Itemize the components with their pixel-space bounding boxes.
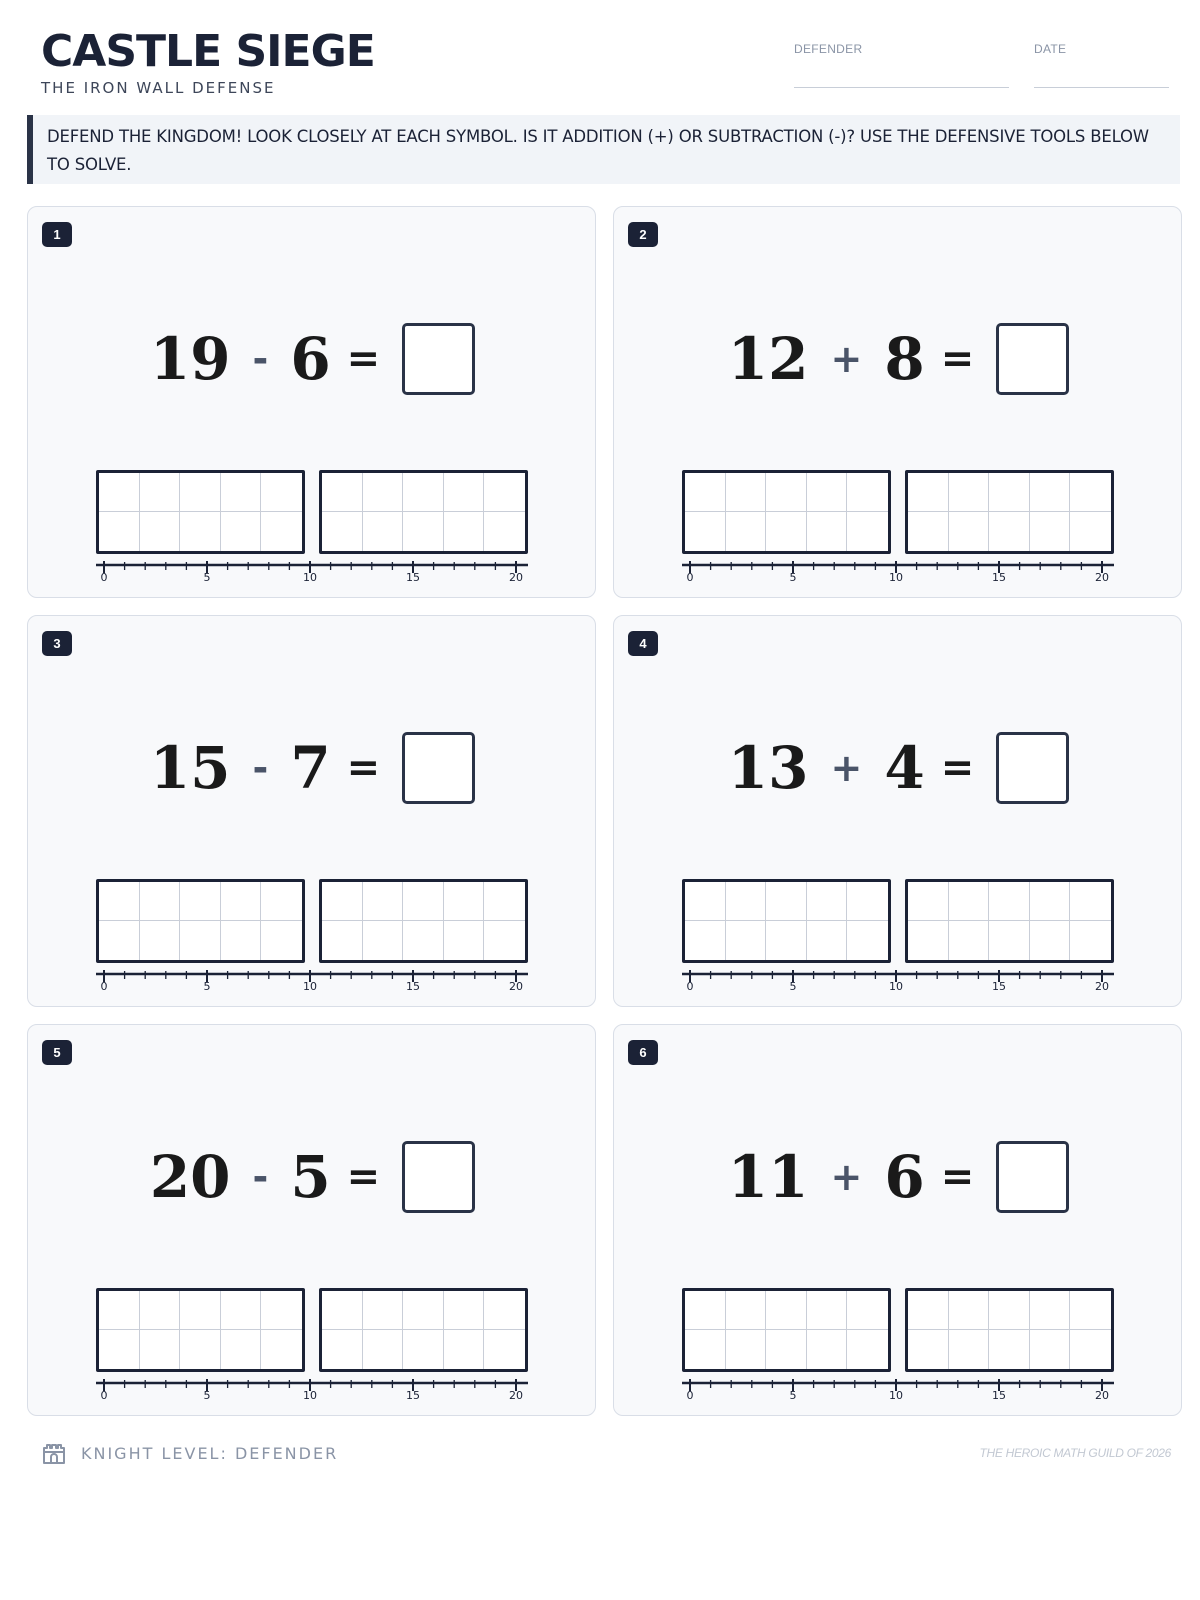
ten-frame-cell[interactable] <box>685 882 726 921</box>
ten-frame-cell[interactable] <box>807 921 848 960</box>
equation <box>28 319 597 399</box>
ten-frame-cell[interactable] <box>444 882 485 921</box>
ten-frame-cell[interactable] <box>908 921 949 960</box>
equals-sign: = <box>346 1154 381 1200</box>
ten-frame-cell[interactable] <box>726 512 767 551</box>
ten-frame-cell[interactable] <box>180 882 221 921</box>
ten-frame-cell[interactable] <box>989 921 1030 960</box>
ten-frame-cell[interactable] <box>949 1330 990 1369</box>
number-line-label: 20 <box>1095 980 1109 993</box>
knight-level-text: KNIGHT LEVEL: DEFENDER <box>81 1444 339 1463</box>
operator-symbol: - <box>252 337 269 381</box>
ten-frame-cell[interactable] <box>949 882 990 921</box>
ten-frame-cell[interactable] <box>1070 921 1111 960</box>
second-operand: 6 <box>290 325 331 393</box>
operator-symbol: + <box>830 337 863 381</box>
ten-frame <box>319 1288 528 1372</box>
ten-frame-cell[interactable] <box>322 1330 363 1369</box>
ten-frame-cell[interactable] <box>949 921 990 960</box>
number-line-label: 20 <box>1095 1389 1109 1402</box>
ten-frame-cell[interactable] <box>908 512 949 551</box>
ten-frames <box>96 1288 528 1372</box>
ten-frame-cell[interactable] <box>140 1330 181 1369</box>
ten-frame-cell[interactable] <box>140 882 181 921</box>
worksheet-header <box>41 26 1171 96</box>
number-line <box>94 970 530 996</box>
ten-frame-cell[interactable] <box>99 512 140 551</box>
second-operand: 8 <box>884 325 925 393</box>
number-line-label: 15 <box>992 1389 1006 1402</box>
ten-frame <box>905 470 1114 554</box>
ten-frame <box>682 1288 891 1372</box>
problem-number-badge: 1 <box>42 222 72 247</box>
ten-frame-cell[interactable] <box>261 882 302 921</box>
equals-sign: = <box>940 336 975 382</box>
ten-frame-cell[interactable] <box>484 1291 525 1330</box>
number-line-label: 10 <box>303 1389 317 1402</box>
second-operand: 6 <box>884 1143 925 1211</box>
number-line-label: 20 <box>1095 571 1109 584</box>
ten-frame-cell[interactable] <box>180 1330 221 1369</box>
number-line <box>680 561 1116 587</box>
equation <box>28 728 597 808</box>
ten-frame <box>682 470 891 554</box>
ten-frame-cell[interactable] <box>363 473 404 512</box>
ten-frame-cell[interactable] <box>444 512 485 551</box>
equals-sign: = <box>346 745 381 791</box>
ten-frame-cell[interactable] <box>221 882 262 921</box>
ten-frame-cell[interactable] <box>726 473 767 512</box>
worksheet-footer <box>41 1440 1171 1468</box>
problem-number-badge: 4 <box>628 631 658 656</box>
number-line-label: 0 <box>100 1389 108 1402</box>
number-line <box>94 561 530 587</box>
ten-frame-cell[interactable] <box>484 882 525 921</box>
number-line-label: 10 <box>889 571 903 584</box>
ten-frame-cell[interactable] <box>989 473 1030 512</box>
ten-frame-cell[interactable] <box>807 1330 848 1369</box>
ten-frame-cell[interactable] <box>363 1291 404 1330</box>
ten-frame-cell[interactable] <box>989 1291 1030 1330</box>
problem-card <box>613 206 1182 598</box>
ten-frame-cell[interactable] <box>949 1291 990 1330</box>
ten-frame-cell[interactable] <box>807 1291 848 1330</box>
number-line-label: 5 <box>789 980 797 993</box>
ten-frame-cell[interactable] <box>261 921 302 960</box>
number-line-label: 15 <box>406 571 420 584</box>
defender-label: DEFENDER <box>794 42 863 56</box>
worksheet-subtitle: THE IRON WALL DEFENSE <box>41 79 276 97</box>
ten-frame-cell[interactable] <box>140 921 181 960</box>
ten-frames <box>96 470 528 554</box>
ten-frame-cell[interactable] <box>949 473 990 512</box>
number-line-label: 10 <box>889 1389 903 1402</box>
number-line-label: 10 <box>303 980 317 993</box>
ten-frame-cell[interactable] <box>1070 512 1111 551</box>
answer-box[interactable] <box>402 732 475 804</box>
first-operand: 19 <box>149 325 231 393</box>
second-operand: 7 <box>290 734 331 802</box>
equals-sign: = <box>346 336 381 382</box>
operator-symbol: - <box>252 1155 269 1199</box>
first-operand: 15 <box>149 734 231 802</box>
ten-frame-cell[interactable] <box>99 921 140 960</box>
equation <box>614 728 1183 808</box>
ten-frame-cell[interactable] <box>1030 1330 1071 1369</box>
ten-frame-cell[interactable] <box>261 1330 302 1369</box>
ten-frame-cell[interactable] <box>444 1330 485 1369</box>
problem-card <box>27 615 596 1007</box>
ten-frame-cell[interactable] <box>1030 882 1071 921</box>
number-line-label: 10 <box>889 980 903 993</box>
number-line-label: 20 <box>509 980 523 993</box>
ten-frame-cell[interactable] <box>726 921 767 960</box>
ten-frame-cell[interactable] <box>1030 512 1071 551</box>
ten-frame-cell[interactable] <box>847 921 888 960</box>
problem-number-badge: 3 <box>42 631 72 656</box>
ten-frame-cell[interactable] <box>908 1330 949 1369</box>
ten-frame-cell[interactable] <box>444 473 485 512</box>
ten-frame-cell[interactable] <box>180 512 221 551</box>
number-line-label: 15 <box>992 980 1006 993</box>
ten-frame-cell[interactable] <box>363 882 404 921</box>
ten-frame-cell[interactable] <box>322 473 363 512</box>
ten-frame-cell[interactable] <box>726 882 767 921</box>
problem-card <box>27 206 596 598</box>
footer-credit: THE HEROIC MATH GUILD OF 2026 <box>979 1446 1171 1460</box>
ten-frame <box>319 470 528 554</box>
ten-frame-cell[interactable] <box>766 1291 807 1330</box>
ten-frame-cell[interactable] <box>847 473 888 512</box>
ten-frame-cell[interactable] <box>685 1330 726 1369</box>
ten-frame-cell[interactable] <box>766 1330 807 1369</box>
ten-frame-cell[interactable] <box>989 882 1030 921</box>
ten-frame-cell[interactable] <box>180 473 221 512</box>
problem-card <box>613 1024 1182 1416</box>
ten-frame-cell[interactable] <box>484 921 525 960</box>
ten-frame-cell[interactable] <box>726 1330 767 1369</box>
first-operand: 11 <box>727 1143 809 1211</box>
number-line-label: 20 <box>509 571 523 584</box>
date-field[interactable] <box>1034 42 1169 88</box>
number-line-label: 15 <box>992 571 1006 584</box>
equation <box>28 1137 597 1217</box>
number-line <box>680 970 1116 996</box>
ten-frame-cell[interactable] <box>322 882 363 921</box>
instructions-banner: DEFEND THE KINGDOM! LOOK CLOSELY AT EACH SYMBOL. IS IT ADDITION (+) OR SUBTRACTION (-)? USE THE DEFENSIVE TOOLS BELOW TO SOLVE. <box>27 115 1180 184</box>
castle-icon <box>41 1440 67 1466</box>
ten-frame-cell[interactable] <box>221 512 262 551</box>
ten-frame-cell[interactable] <box>685 473 726 512</box>
ten-frame-cell[interactable] <box>180 1291 221 1330</box>
number-line-label: 0 <box>100 571 108 584</box>
number-line-label: 15 <box>406 980 420 993</box>
number-line-label: 5 <box>203 1389 211 1402</box>
number-line-label: 15 <box>406 1389 420 1402</box>
equals-sign: = <box>940 745 975 791</box>
ten-frame-cell[interactable] <box>685 921 726 960</box>
first-operand: 13 <box>727 734 809 802</box>
ten-frame-cell[interactable] <box>1070 882 1111 921</box>
equation <box>614 319 1183 399</box>
problem-number-badge: 2 <box>628 222 658 247</box>
ten-frame-cell[interactable] <box>949 512 990 551</box>
ten-frame-cell[interactable] <box>484 512 525 551</box>
ten-frame-cell[interactable] <box>989 1330 1030 1369</box>
equation <box>614 1137 1183 1217</box>
first-operand: 20 <box>149 1143 231 1211</box>
ten-frames <box>682 470 1114 554</box>
ten-frame-cell[interactable] <box>847 1330 888 1369</box>
ten-frame-cell[interactable] <box>363 921 404 960</box>
ten-frame-cell[interactable] <box>989 512 1030 551</box>
ten-frame-cell[interactable] <box>403 882 444 921</box>
ten-frame-cell[interactable] <box>99 882 140 921</box>
ten-frame-cell[interactable] <box>261 473 302 512</box>
ten-frame-cell[interactable] <box>685 512 726 551</box>
ten-frame-cell[interactable] <box>403 473 444 512</box>
problem-card <box>27 1024 596 1416</box>
ten-frame-cell[interactable] <box>807 512 848 551</box>
ten-frame-cell[interactable] <box>1030 921 1071 960</box>
ten-frame <box>905 1288 1114 1372</box>
number-line-label: 5 <box>203 980 211 993</box>
ten-frame-cell[interactable] <box>908 473 949 512</box>
ten-frame-cell[interactable] <box>908 882 949 921</box>
ten-frame-cell[interactable] <box>99 1330 140 1369</box>
ten-frame-cell[interactable] <box>766 921 807 960</box>
number-line <box>680 1379 1116 1405</box>
ten-frame-cell[interactable] <box>140 512 181 551</box>
ten-frame-cell[interactable] <box>322 512 363 551</box>
ten-frame-cell[interactable] <box>1070 1291 1111 1330</box>
ten-frames <box>682 879 1114 963</box>
ten-frame-cell[interactable] <box>484 1330 525 1369</box>
ten-frame-cell[interactable] <box>1070 1330 1111 1369</box>
number-line-label: 0 <box>686 1389 694 1402</box>
answer-box[interactable] <box>996 323 1069 395</box>
ten-frame-cell[interactable] <box>403 1291 444 1330</box>
date-label: DATE <box>1034 42 1067 56</box>
ten-frame-cell[interactable] <box>322 921 363 960</box>
equals-sign: = <box>940 1154 975 1200</box>
ten-frame-cell[interactable] <box>766 512 807 551</box>
problem-number-badge: 6 <box>628 1040 658 1065</box>
answer-box[interactable] <box>402 323 475 395</box>
ten-frame-cell[interactable] <box>99 473 140 512</box>
defender-name-field[interactable] <box>794 42 1009 88</box>
answer-box[interactable] <box>996 1141 1069 1213</box>
ten-frame-cell[interactable] <box>261 1291 302 1330</box>
second-operand: 4 <box>884 734 925 802</box>
ten-frame <box>905 879 1114 963</box>
answer-box[interactable] <box>402 1141 475 1213</box>
operator-symbol: + <box>830 746 863 790</box>
ten-frame <box>319 879 528 963</box>
number-line-label: 5 <box>203 571 211 584</box>
ten-frame-cell[interactable] <box>1030 1291 1071 1330</box>
ten-frame <box>96 1288 305 1372</box>
ten-frame-cell[interactable] <box>403 512 444 551</box>
ten-frame-cell[interactable] <box>1030 473 1071 512</box>
ten-frame-cell[interactable] <box>322 1291 363 1330</box>
ten-frame-cell[interactable] <box>140 473 181 512</box>
ten-frame-cell[interactable] <box>221 1330 262 1369</box>
answer-box[interactable] <box>996 732 1069 804</box>
ten-frame-cell[interactable] <box>444 921 485 960</box>
ten-frame-cell[interactable] <box>807 882 848 921</box>
number-line-label: 0 <box>686 980 694 993</box>
ten-frames <box>96 879 528 963</box>
ten-frame-cell[interactable] <box>363 1330 404 1369</box>
ten-frame <box>96 470 305 554</box>
problem-number-badge: 5 <box>42 1040 72 1065</box>
ten-frame <box>682 879 891 963</box>
ten-frame-cell[interactable] <box>807 473 848 512</box>
ten-frame-cell[interactable] <box>221 473 262 512</box>
first-operand: 12 <box>727 325 809 393</box>
ten-frame-cell[interactable] <box>685 1291 726 1330</box>
ten-frame <box>96 879 305 963</box>
ten-frame-cell[interactable] <box>99 1291 140 1330</box>
number-line-label: 10 <box>303 571 317 584</box>
ten-frame-cell[interactable] <box>726 1291 767 1330</box>
ten-frame-cell[interactable] <box>403 921 444 960</box>
ten-frame-cell[interactable] <box>484 473 525 512</box>
worksheet-title: CASTLE SIEGE <box>41 26 375 77</box>
ten-frame-cell[interactable] <box>444 1291 485 1330</box>
operator-symbol: + <box>830 1155 863 1199</box>
ten-frame-cell[interactable] <box>847 882 888 921</box>
number-line-label: 20 <box>509 1389 523 1402</box>
problem-card <box>613 615 1182 1007</box>
ten-frame-cell[interactable] <box>908 1291 949 1330</box>
number-line-label: 0 <box>686 571 694 584</box>
number-line-label: 0 <box>100 980 108 993</box>
ten-frame-cell[interactable] <box>403 1330 444 1369</box>
ten-frames <box>682 1288 1114 1372</box>
ten-frame-cell[interactable] <box>261 512 302 551</box>
ten-frame-cell[interactable] <box>766 473 807 512</box>
operator-symbol: - <box>252 746 269 790</box>
second-operand: 5 <box>290 1143 331 1211</box>
ten-frame-cell[interactable] <box>766 882 807 921</box>
ten-frame-cell[interactable] <box>140 1291 181 1330</box>
number-line-label: 5 <box>789 1389 797 1402</box>
number-line <box>94 1379 530 1405</box>
ten-frame-cell[interactable] <box>847 1291 888 1330</box>
ten-frame-cell[interactable] <box>1070 473 1111 512</box>
ten-frame-cell[interactable] <box>180 921 221 960</box>
ten-frame-cell[interactable] <box>221 1291 262 1330</box>
ten-frame-cell[interactable] <box>221 921 262 960</box>
ten-frame-cell[interactable] <box>847 512 888 551</box>
ten-frame-cell[interactable] <box>363 512 404 551</box>
number-line-label: 5 <box>789 571 797 584</box>
